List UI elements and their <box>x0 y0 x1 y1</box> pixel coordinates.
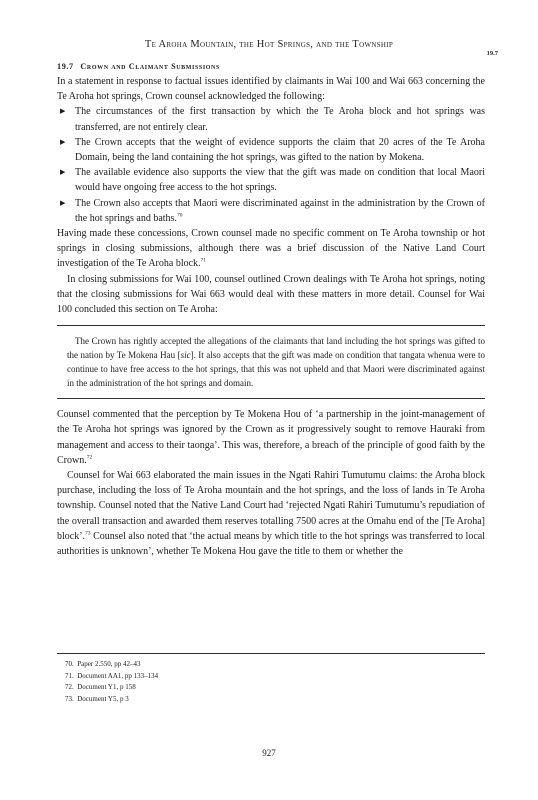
list-item <box>57 135 485 165</box>
footnote: 71. Document AA1, pp 133–134 <box>65 671 159 680</box>
footnotes <box>65 659 158 705</box>
page-number: 927 <box>262 748 276 758</box>
quote-text-part: ]. It also accepts that the gift was made on condition that tangata whenua were to continue to have free access to the hot springs, that this was not upheld and that Maori were discriminated against in the administration of the hot springs and domain. <box>67 350 485 389</box>
paragraph-text: Counsel commented that the perception by Te Mokena Hou of ‘a partnership in the joint-management of the Te Aroha hot springs was ignored by the Crown as it progressively sought to remove Hauraki from management and access to their taonga’. This was, therefore, a breach of the principle of good faith by the Crown. <box>57 409 485 466</box>
list-item-text: The Crown also accepts that Maori were discriminated against in the administration by the Crown of the hot springs and baths. <box>75 197 485 224</box>
paragraph: In closing submissions for Wai 100, counsel outlined Crown dealings with Te Aroha hot springs, noting that the closing submissions for Wai 663 would deal with these matters in more detail. Counsel for Wai 100 concluded this section on Te Aroha: <box>57 273 485 316</box>
block-quote <box>57 334 485 390</box>
footnote-ref: 72 <box>86 454 93 461</box>
paragraph-text: Counsel also noted that ‘the actual means by which title to the hot springs was transferred to local authorities is unknown’, whether Te Mokena Hou gave the title to them or whether the <box>57 530 485 558</box>
footnote: 72. Document Y1, p 158 <box>65 683 136 691</box>
list-item <box>57 196 485 226</box>
section-title: Crown and Claimant Submissions <box>80 62 220 71</box>
quote-text-part: The Crown has rightly accepted the allegations of the claimants that land including the hot springs was gifted to the nation by Te Mokena Hau [ <box>67 336 485 361</box>
list-item-text: The circumstances of the first transaction by which the Te Aroha block and hot springs was transferred, are not entirely clear. <box>75 106 485 133</box>
section-marker: 19.7 <box>486 50 498 57</box>
sic-marker: sic <box>180 350 191 361</box>
quote-bottom-rule <box>57 398 485 399</box>
section-heading <box>57 62 485 71</box>
list-item-text: The available evidence also supports the view that the gift was made on condition that local Maori would have ongoing free access to the hot springs. <box>75 167 485 194</box>
running-head: Te Aroha Mountain, the Hot Springs, and the Township <box>144 39 394 50</box>
footnote-ref: 71 <box>200 258 207 265</box>
triangle-bullet-icon: ▶ <box>60 107 66 116</box>
quote-top-rule <box>57 325 485 326</box>
paragraph <box>57 226 485 272</box>
triangle-bullet-icon: ▶ <box>60 198 66 207</box>
paragraph-text: Counsel for Wai 663 elaborated the main issues in the Ngati Rahiri Tumutumu claims: the Aroha block purchase, including the loss of Te Aroha mountain and the hot springs, and the loss of lands in Te Aroha township. Counsel noted that the Native Land Court had ‘rejected Ngati Rahiri Tumutumu’s repudiation of the overall transaction and awarded them reserves totalling 7500 acres at the Omahu end of the [Te Aroha] block’. <box>57 470 485 542</box>
section-number: 19.7 <box>57 62 74 71</box>
list-item <box>57 165 485 195</box>
concessions-list <box>57 104 485 226</box>
list-item <box>57 104 485 134</box>
triangle-bullet-icon: ▶ <box>60 137 66 146</box>
footnote: 73. Document Y5, p 3 <box>65 694 129 703</box>
paragraph <box>57 407 485 468</box>
paragraph <box>57 468 485 559</box>
triangle-bullet-icon: ▶ <box>60 168 66 177</box>
footnote: 70. Paper 2.550, pp 42–43 <box>65 660 141 668</box>
intro-paragraph: In a statement in response to factual issues identified by claimants in Wai 100 and Wai 663 concerning the Te Aroha hot springs, Crown counsel acknowledged the following: <box>57 76 485 103</box>
main-content <box>57 62 485 559</box>
paragraph-text: Having made these concessions, Crown counsel made no specific comment on Te Aroha township or hot springs in closing submissions, although there was a brief discussion of the Native Land Court investigation of the Te Aroha block. <box>57 228 485 270</box>
footnote-ref: 73 <box>85 530 91 537</box>
footnote-rule <box>57 653 485 654</box>
footnote-ref: 70 <box>176 212 183 219</box>
list-item-text: The Crown accepts that the weight of evidence supports the claim that 20 acres of the Te Aroha Domain, being the land containing the hot springs, was gifted to the nation by Mokena. <box>75 136 485 164</box>
quote-text <box>57 334 485 390</box>
